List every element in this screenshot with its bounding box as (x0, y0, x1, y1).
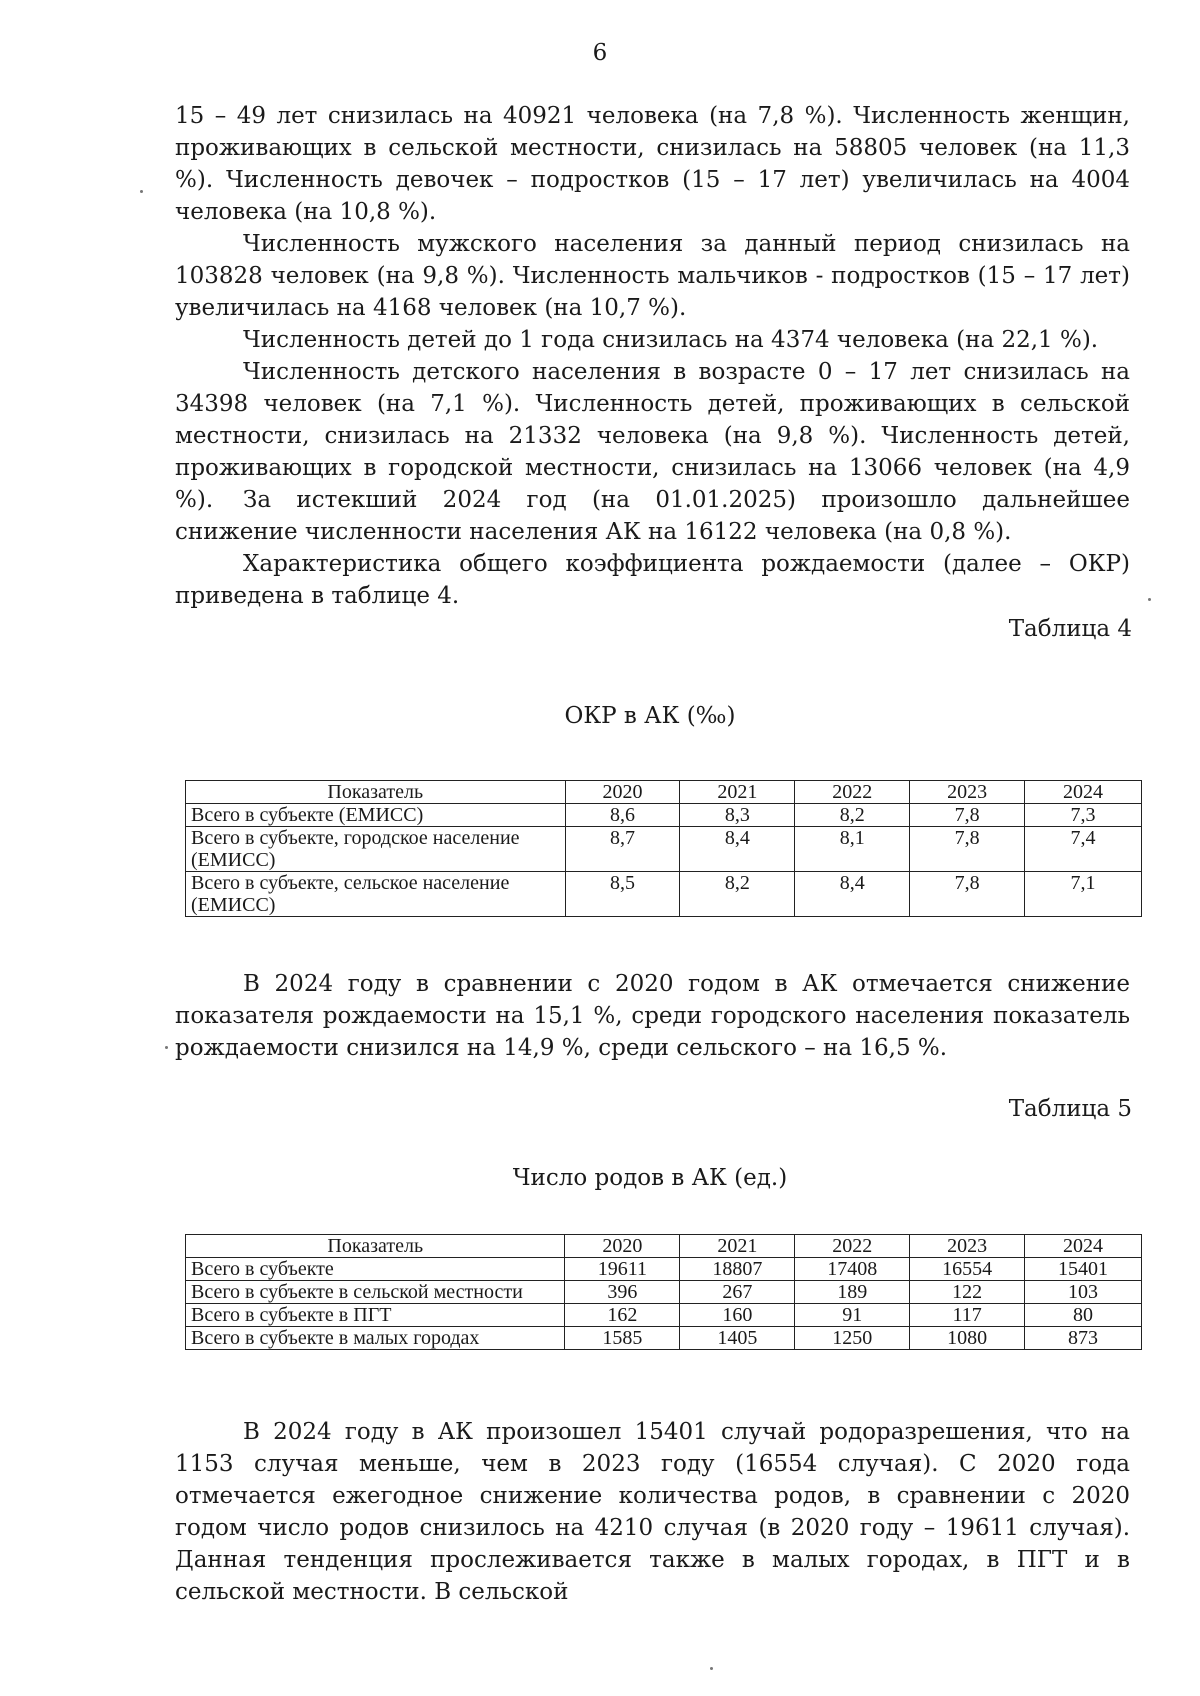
cell-value: 8,2 (680, 872, 795, 917)
table-row (186, 827, 1142, 872)
table5-title: Число родов в АК (ед.) (512, 1165, 788, 1191)
paragraph-child-population: Численность детского населения в возрасте 0 – 17 лет снизилась на 34398 человек (на 7,1 %). Численность детей, проживающих в сельской местности, снизилась на 21332 человека (на 9,8 %). Численность детей, проживающих в городской местности, снизилась на 13066 человек (на 4,9 %). (175, 359, 1130, 513)
table-row (186, 872, 1142, 917)
table5-caption: Таблица 5 (1008, 1096, 1132, 1122)
header-year: 2022 (795, 1235, 910, 1258)
row-label: Всего в субъекте (186, 1258, 565, 1281)
paragraph-male-population: Численность мужского населения за данный период снизилась на 103828 человек (на 9,8 %). Численность мальчиков - подростков (15 – 17 лет) увеличилась на 4168 человек (на 10,7 %). (175, 231, 1130, 321)
paragraph-women-population: 15 – 49 лет снизилась на 40921 человека (на 7,8 %). Численность женщин, проживающих в сельской местности, снизилась на 58805 человек (на 11,3 %). Численность девочек – подростков (15 – 17 лет) увеличилась на 4004 человека (на 10,8 %). (175, 103, 1130, 225)
cell-value: 16554 (910, 1258, 1025, 1281)
cell-value: 8,5 (565, 872, 680, 917)
table-row (186, 1327, 1142, 1350)
cell-value: 189 (795, 1281, 910, 1304)
cell-value: 1250 (795, 1327, 910, 1350)
scan-speck (140, 190, 143, 193)
cell-value: 7,3 (1025, 804, 1142, 827)
paragraph-population-2024: За истекший 2024 год (на 01.01.2025) произошло дальнейшее снижение численности населения АК на 16122 человека (на 0,8 %). (175, 487, 1130, 545)
paragraph-birth-rate-intro: Характеристика общего коэффициента рождаемости (далее – ОКР) приведена в таблице 4. (175, 551, 1130, 609)
cell-value: 80 (1025, 1304, 1142, 1327)
table4-caption: Таблица 4 (1008, 616, 1132, 642)
cell-value: 267 (680, 1281, 795, 1304)
table-row (186, 804, 1142, 827)
table-header-row (186, 1235, 1142, 1258)
table-row (186, 1258, 1142, 1281)
paragraph-birth-rate-decline: В 2024 году в сравнении с 2020 годом в АК отмечается снижение показателя рождаемости на 15,1 %, среди городского населения показатель рождаемости снизился на 14,9 %, среди сельского – на 16,5 %. (175, 971, 1130, 1061)
cell-value: 8,2 (795, 804, 910, 827)
cell-value: 8,4 (795, 872, 910, 917)
header-indicator: Показатель (186, 781, 566, 804)
cell-value: 873 (1025, 1327, 1142, 1350)
header-indicator: Показатель (186, 1235, 565, 1258)
cell-value: 1405 (680, 1327, 795, 1350)
births-count-table (185, 1234, 1142, 1350)
cell-value: 103 (1025, 1281, 1142, 1304)
header-year: 2023 (910, 781, 1025, 804)
cell-value: 8,1 (795, 827, 910, 872)
cell-value: 122 (910, 1281, 1025, 1304)
page-number: 6 (592, 40, 608, 66)
header-year: 2024 (1025, 781, 1142, 804)
cell-value: 8,3 (680, 804, 795, 827)
paragraph-deliveries: В 2024 году в АК произошел 15401 случай родоразрешения, что на 1153 случая меньше, чем в 2023 году (16554 случая). С 2020 года отмечается ежегодное снижение количества родов, в сравнении с 2020 годом число родов снизилось на 4210 случая (в 2020 году – 19611 случая). Данная тенденция прослеживается также в малых городах, в ПГТ и в сельской местности. В сельской (175, 1419, 1130, 1605)
cell-value: 7,4 (1025, 827, 1142, 872)
cell-value: 117 (910, 1304, 1025, 1327)
cell-value: 17408 (795, 1258, 910, 1281)
scan-speck (165, 1046, 168, 1049)
cell-value: 162 (565, 1304, 680, 1327)
cell-value: 7,8 (910, 827, 1025, 872)
cell-value: 1585 (565, 1327, 680, 1350)
cell-value: 160 (680, 1304, 795, 1327)
row-label: Всего в субъекте в малых городах (186, 1327, 565, 1350)
cell-value: 8,4 (680, 827, 795, 872)
table4-title: ОКР в АК (‰) (564, 703, 736, 729)
header-year: 2022 (795, 781, 910, 804)
scan-speck (710, 1667, 713, 1670)
cell-value: 8,6 (565, 804, 680, 827)
cell-value: 396 (565, 1281, 680, 1304)
birth-rate-table (185, 780, 1142, 917)
cell-value: 7,8 (910, 872, 1025, 917)
scan-speck (1148, 598, 1151, 601)
header-year: 2020 (565, 781, 680, 804)
table-row (186, 1304, 1142, 1327)
table-header-row (186, 781, 1142, 804)
table-row (186, 1281, 1142, 1304)
header-year: 2024 (1025, 1235, 1142, 1258)
cell-value: 1080 (910, 1327, 1025, 1350)
row-label: Всего в субъекте в ПГТ (186, 1304, 565, 1327)
cell-value: 8,7 (565, 827, 680, 872)
row-label: Всего в субъекте в сельской местности (186, 1281, 565, 1304)
cell-value: 7,1 (1025, 872, 1142, 917)
cell-value: 19611 (565, 1258, 680, 1281)
cell-value: 91 (795, 1304, 910, 1327)
row-label: Всего в субъекте (ЕМИСС) (186, 804, 566, 827)
cell-value: 7,8 (910, 804, 1025, 827)
header-year: 2021 (680, 781, 795, 804)
paragraph-infants: Численность детей до 1 года снизилась на 4374 человека (на 22,1 %). (243, 327, 1099, 353)
header-year: 2023 (910, 1235, 1025, 1258)
cell-value: 18807 (680, 1258, 795, 1281)
header-year: 2021 (680, 1235, 795, 1258)
row-label: Всего в субъекте, городское население (ЕМИСС) (186, 827, 566, 872)
header-year: 2020 (565, 1235, 680, 1258)
row-label: Всего в субъекте, сельское население (ЕМИСС) (186, 872, 566, 917)
cell-value: 15401 (1025, 1258, 1142, 1281)
